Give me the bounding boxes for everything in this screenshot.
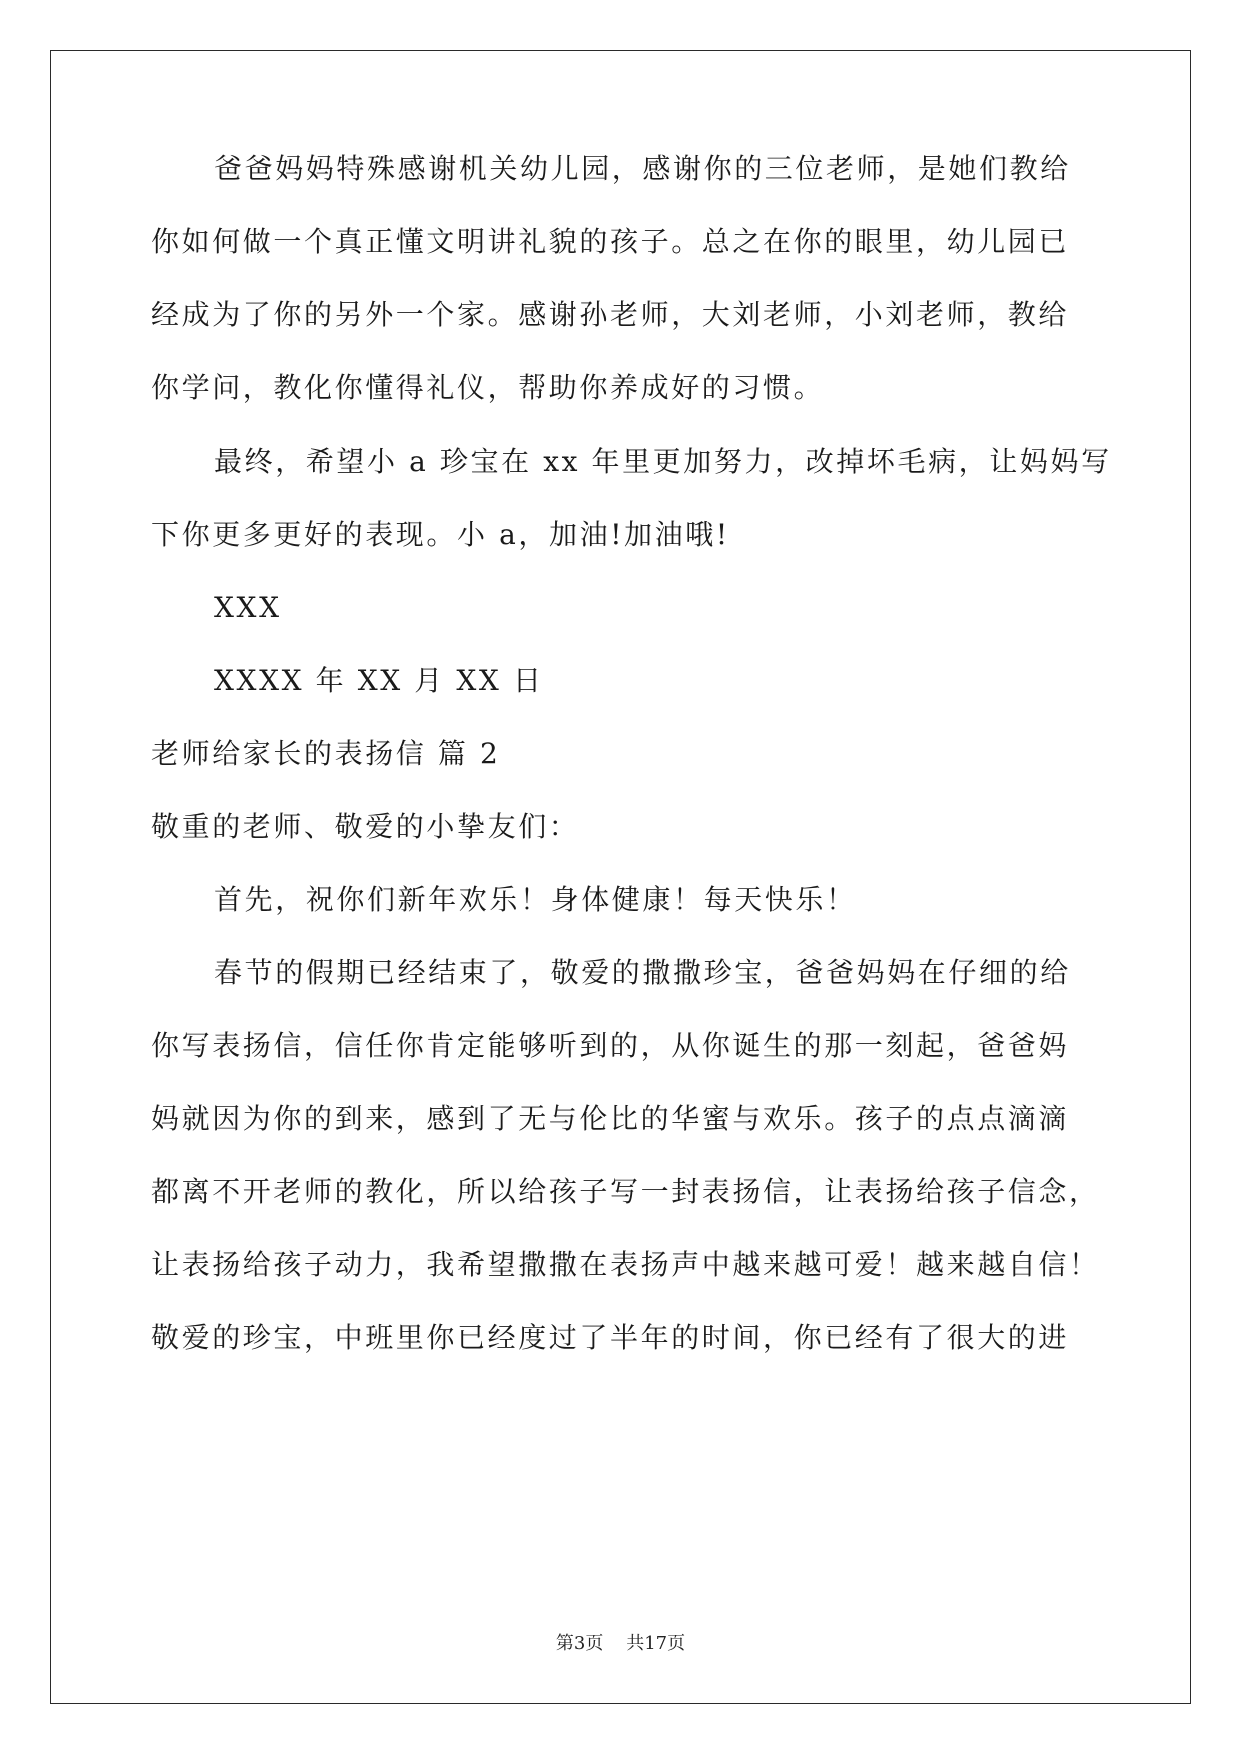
total-label-suffix: 页 [667,1633,686,1654]
total-label-prefix: 共 [626,1633,645,1654]
paragraph-line: 妈就因为你的到来，感到了无与伦比的华蜜与欢乐。孩子的点点滴滴 [151,1102,1070,1135]
paragraph-line: 春节的假期已经结束了，敬爱的撒撒珍宝，爸爸妈妈在仔细的给 [214,956,1071,989]
page-label-prefix: 第 [555,1633,574,1654]
paragraph-line: 敬爱的珍宝，中班里你已经度过了半年的时间，你已经有了很大的进 [151,1321,1070,1354]
page-label-suffix: 页 [585,1633,604,1654]
total-pages-number: 17 [644,1633,668,1654]
signature-name: XXX [214,591,282,624]
paragraph-line: 下你更多更好的表现。小 a，加油!加油哦! [151,518,730,551]
paragraph-line: 都离不开老师的教化，所以给孩子写一封表扬信，让表扬给孩子信念， [151,1175,1100,1208]
paragraph-line: 你写表扬信，信任你肯定能够听到的，从你诞生的那一刻起，爸爸妈 [151,1029,1070,1062]
paragraph-line: 爸爸妈妈特殊感谢机关幼儿园，感谢你的三位老师，是她们教给 [214,152,1071,185]
paragraph-line: 让表扬给孩子动力，我希望撒撒在表扬声中越来越可爱！越来越自信！ [151,1248,1100,1281]
page-number-footer [0,1632,1241,1656]
paragraph-line: 最终，希望小 a 珍宝在 xx 年里更加努力，改掉坏毛病，让妈妈写 [214,445,1112,478]
salutation: 敬重的老师、敬爱的小挚友们： [151,810,580,843]
paragraph-line: 你学问，教化你懂得礼仪，帮助你养成好的习惯。 [151,371,825,404]
paragraph-line: 你如何做一个真正懂文明讲礼貌的孩子。总之在你的眼里，幼儿园已 [151,225,1070,258]
signature-date: XXXX 年 XX 月 XX 日 [214,664,544,697]
paragraph-line: 首先，祝你们新年欢乐！身体健康！每天快乐！ [214,883,857,916]
section-heading: 老师给家长的表扬信 篇 2 [151,737,501,770]
paragraph-line: 经成为了你的另外一个家。感谢孙老师，大刘老师，小刘老师，教给 [151,298,1070,331]
current-page-number: 3 [573,1633,586,1654]
